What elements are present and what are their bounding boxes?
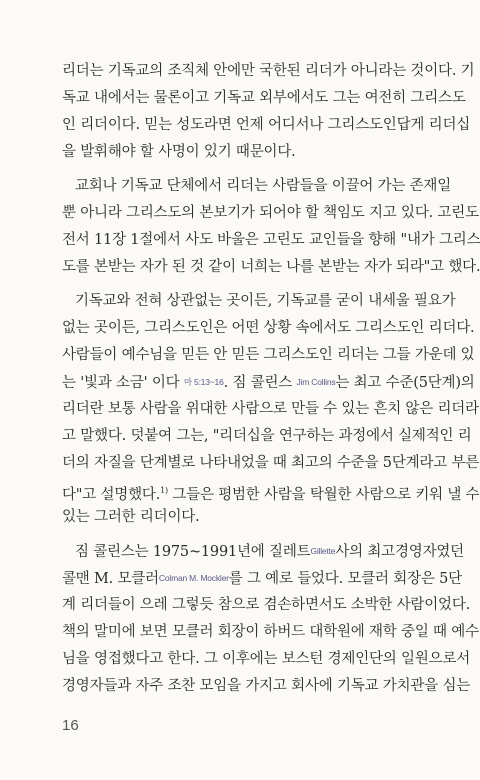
text-line: 경영자들과 자주 조찬 모임을 가지고 회사에 기독교 가치관을 심는 [62,678,471,694]
paragraph-3 [62,288,480,531]
original-name-annotation: Colman M. Mockler [158,573,229,583]
text-segment: 짐 콜린스는 1975~1991년에 질레트 [75,544,311,560]
text-line [62,477,480,504]
text-line: 전서 11장 1절에서 사도 바울은 고린도 교인들을 향해 "내가 그리스 [62,232,480,248]
bible-reference: 마 5:13~16 [183,377,224,387]
text-line: 있는 그러한 리더이다. [62,509,200,525]
page-number: 16 [62,717,79,734]
text-line: 사람들이 예수님을 믿든 안 믿든 그리스도인 리더는 그들 가운데 있 [62,347,475,363]
text-line: 을 발휘해야 할 사명이 있기 때문이다. [62,144,296,160]
paragraph-2 [62,173,480,281]
paragraph-4 [62,538,479,700]
text-line: 인 리더이다. 믿는 성도라면 언제 어디서나 그리스도인답게 리더십 [62,117,471,133]
text-line: 없는 곳이든, 그리스도인은 어떤 상황 속에서도 그리스도인 리더다. [62,320,475,336]
text-line: 계 리더들이 으레 그렇듯 참으로 겸손하면서도 소박한 사람이었다. [62,597,471,613]
paragraph-1 [62,58,475,166]
original-name-annotation: Gillette [310,546,336,556]
text-line: 교회나 기독교 단체에서 리더는 사람들을 이끌어 가는 존재일 [75,178,452,194]
body-text [62,58,480,700]
text-line: 더의 자질을 단계별로 나타내었을 때 최고의 수준을 5단계라고 부른 [62,455,480,471]
text-line: 고 말했다. 덧붙여 그는, "리더십을 연구하는 과정에서 실제적인 리 [62,428,472,444]
text-line [62,538,464,565]
text-segment: 사의 최고경영자였던 [335,544,464,560]
original-name-annotation: Jim Collins [296,377,336,387]
text-line: 책의 말미에 보면 모클러 회장이 하버드 대학원에 재학 중일 때 예수 [62,624,479,640]
text-line: 독교 내에서는 물론이고 기독교 외부에서도 그는 여전히 그리스도 [62,90,466,106]
text-segment: 콜맨 M. 모클러 [62,571,159,587]
text-line: 리더란 보통 사람을 위대한 사람으로 만들 수 있는 흔치 않은 리더라 [62,401,479,417]
text-line: 리더는 기독교의 조직체 안에만 국한된 리더가 아니라는 것이다. 기 [62,63,475,79]
text-line: 기독교와 전혀 상관없는 곳이든, 기독교를 굳이 내세울 필요가 [75,293,456,309]
footnote-marker: 1) [160,486,168,495]
text-line [62,565,462,592]
text-segment: 다"고 설명했다. [62,487,161,503]
text-line [62,369,475,396]
text-segment: . 짐 콜린스 [223,375,293,391]
text-segment: 는 '빛과 소금' 이다 [62,375,180,391]
text-segment: 그들은 평범한 사람을 탁월한 사람으로 키워 낼 수 [167,487,480,503]
text-line: 도를 본받는 자가 된 것 같이 너희는 나를 본받는 자가 되라"고 했다. [62,259,480,275]
text-line: 님을 영접했다고 한다. 그 이후에는 보스턴 경제인단의 일원으로서 [62,651,471,667]
text-segment: 를 그 예로 들었다. 모클러 회장은 5단 [228,571,462,587]
text-line: 뿐 아니라 그리스도의 본보기가 되어야 할 책임도 지고 있다. 고린도 [62,205,479,221]
text-segment: 는 최고 수준(5단계)의 [335,375,475,391]
